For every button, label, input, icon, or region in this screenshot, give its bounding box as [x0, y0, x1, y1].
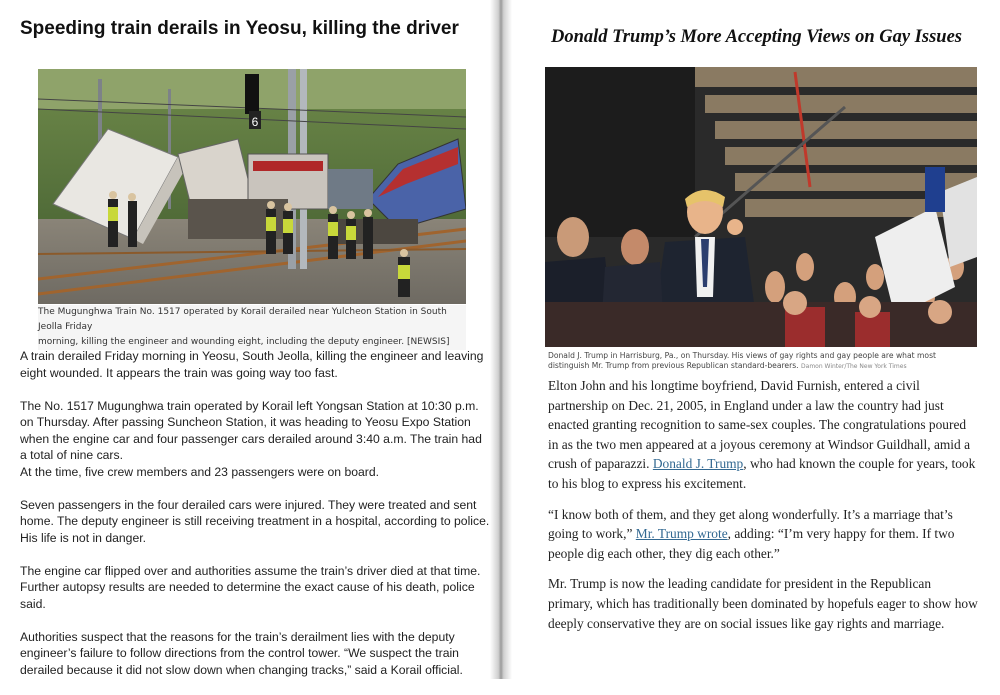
text: Elton John and his longtime boyfriend, David Furnish, entered a civil partnership on Dec. 21, 2005, in England under a law the country had just enacted granting recognition to same-sex couples. The congratulations poured in as the two men appeared at a joyous ceremony at Windsor Guildhall, amid a crush of paparazzi. — [548, 378, 971, 472]
right-photo-caption — [548, 351, 976, 372]
left-headline: Speeding train derails in Yeosu, killing the driver — [20, 18, 459, 39]
paragraph: Mr. Trump is now the leading candidate for president in the Republican primary, which has traditionally been dominated by hopefuls eager to show how deeply conservative they are on social issues like gay rights and marriage. — [548, 576, 978, 631]
left-article-body — [20, 348, 490, 695]
text: , adding: “I’m very happy for them. If two people dig each other, they dig each other.” — [548, 526, 955, 561]
paragraph — [548, 505, 978, 564]
caption-line: The Mugunghwa Train No. 1517 operated by Korail derailed near Yulcheon Station in South Jeolla Friday — [38, 307, 447, 332]
paragraph: The No. 1517 Mugunghwa train operated by Korail left Yongsan Station at 10:30 p.m. on Thursday. After passing Suncheon Station, it was heading to Yeosu Expo Station when the engine car and four passenger cars derailed around 3:40 a.m. The train had a total of nine cars. — [20, 398, 482, 462]
rally-photo-illustration — [545, 67, 977, 347]
caption-line: distinguish Mr. Trump from previous Republican standard-bearers. — [548, 361, 799, 370]
paragraph: The engine car flipped over and authorities assume the train’s driver died at that time. Further autopsy results are needed to determine the exact cause of his death, police said. — [20, 563, 481, 611]
text: “I know both of them, and they get along wonderfully. It’s a marriage that’s going to work,” — [548, 506, 953, 542]
train-derailment-photo — [38, 69, 466, 304]
paragraph: At the time, five crew members and 23 passengers were on board. — [20, 464, 380, 479]
photo-credit: Damon Winter/The New York Times — [801, 363, 907, 370]
trump-rally-photo — [545, 67, 977, 347]
paragraph: Authorities suspect that the reasons for the train’s derailment lies with the deputy engineer’s failure to follow directions from the control tower. “We suspect the train derailed because it did not slow down when changing tracks,” said a Korail official. — [20, 629, 463, 677]
paragraph: A train derailed Friday morning in Yeosu, South Jeolla, killing the engineer and leaving eight wounded. It appears the train was going way too fast. — [20, 349, 484, 380]
caption-line: Donald J. Trump in Harrisburg, Pa., on Thursday. His views of gay rights and gay people are what most — [548, 351, 937, 360]
left-photo-caption — [38, 305, 466, 350]
paragraph — [548, 376, 978, 494]
mr-trump-wrote-link[interactable]: Mr. Trump wrote — [635, 526, 728, 542]
paragraph: Seven passengers in the four derailed cars were injured. They were treated and sent home. The deputy engineer is still receiving treatment in a hospital, according to police. His life is not in danger. — [20, 497, 490, 545]
train-photo-illustration — [38, 69, 466, 304]
text: , who had known the couple for years, took to his blog to express his excitement. — [548, 456, 976, 491]
book-gutter — [490, 0, 512, 679]
donald-trump-link[interactable]: Donald J. Trump — [652, 456, 744, 472]
right-article-body — [548, 376, 978, 644]
caption-line: morning, killing the engineer and wounding eight, including the deputy engineer. [NEWSIS] — [38, 337, 450, 347]
right-headline: Donald Trump’s More Accepting Views on Gay Issues — [551, 27, 962, 47]
signal-number: 6 — [251, 115, 259, 129]
